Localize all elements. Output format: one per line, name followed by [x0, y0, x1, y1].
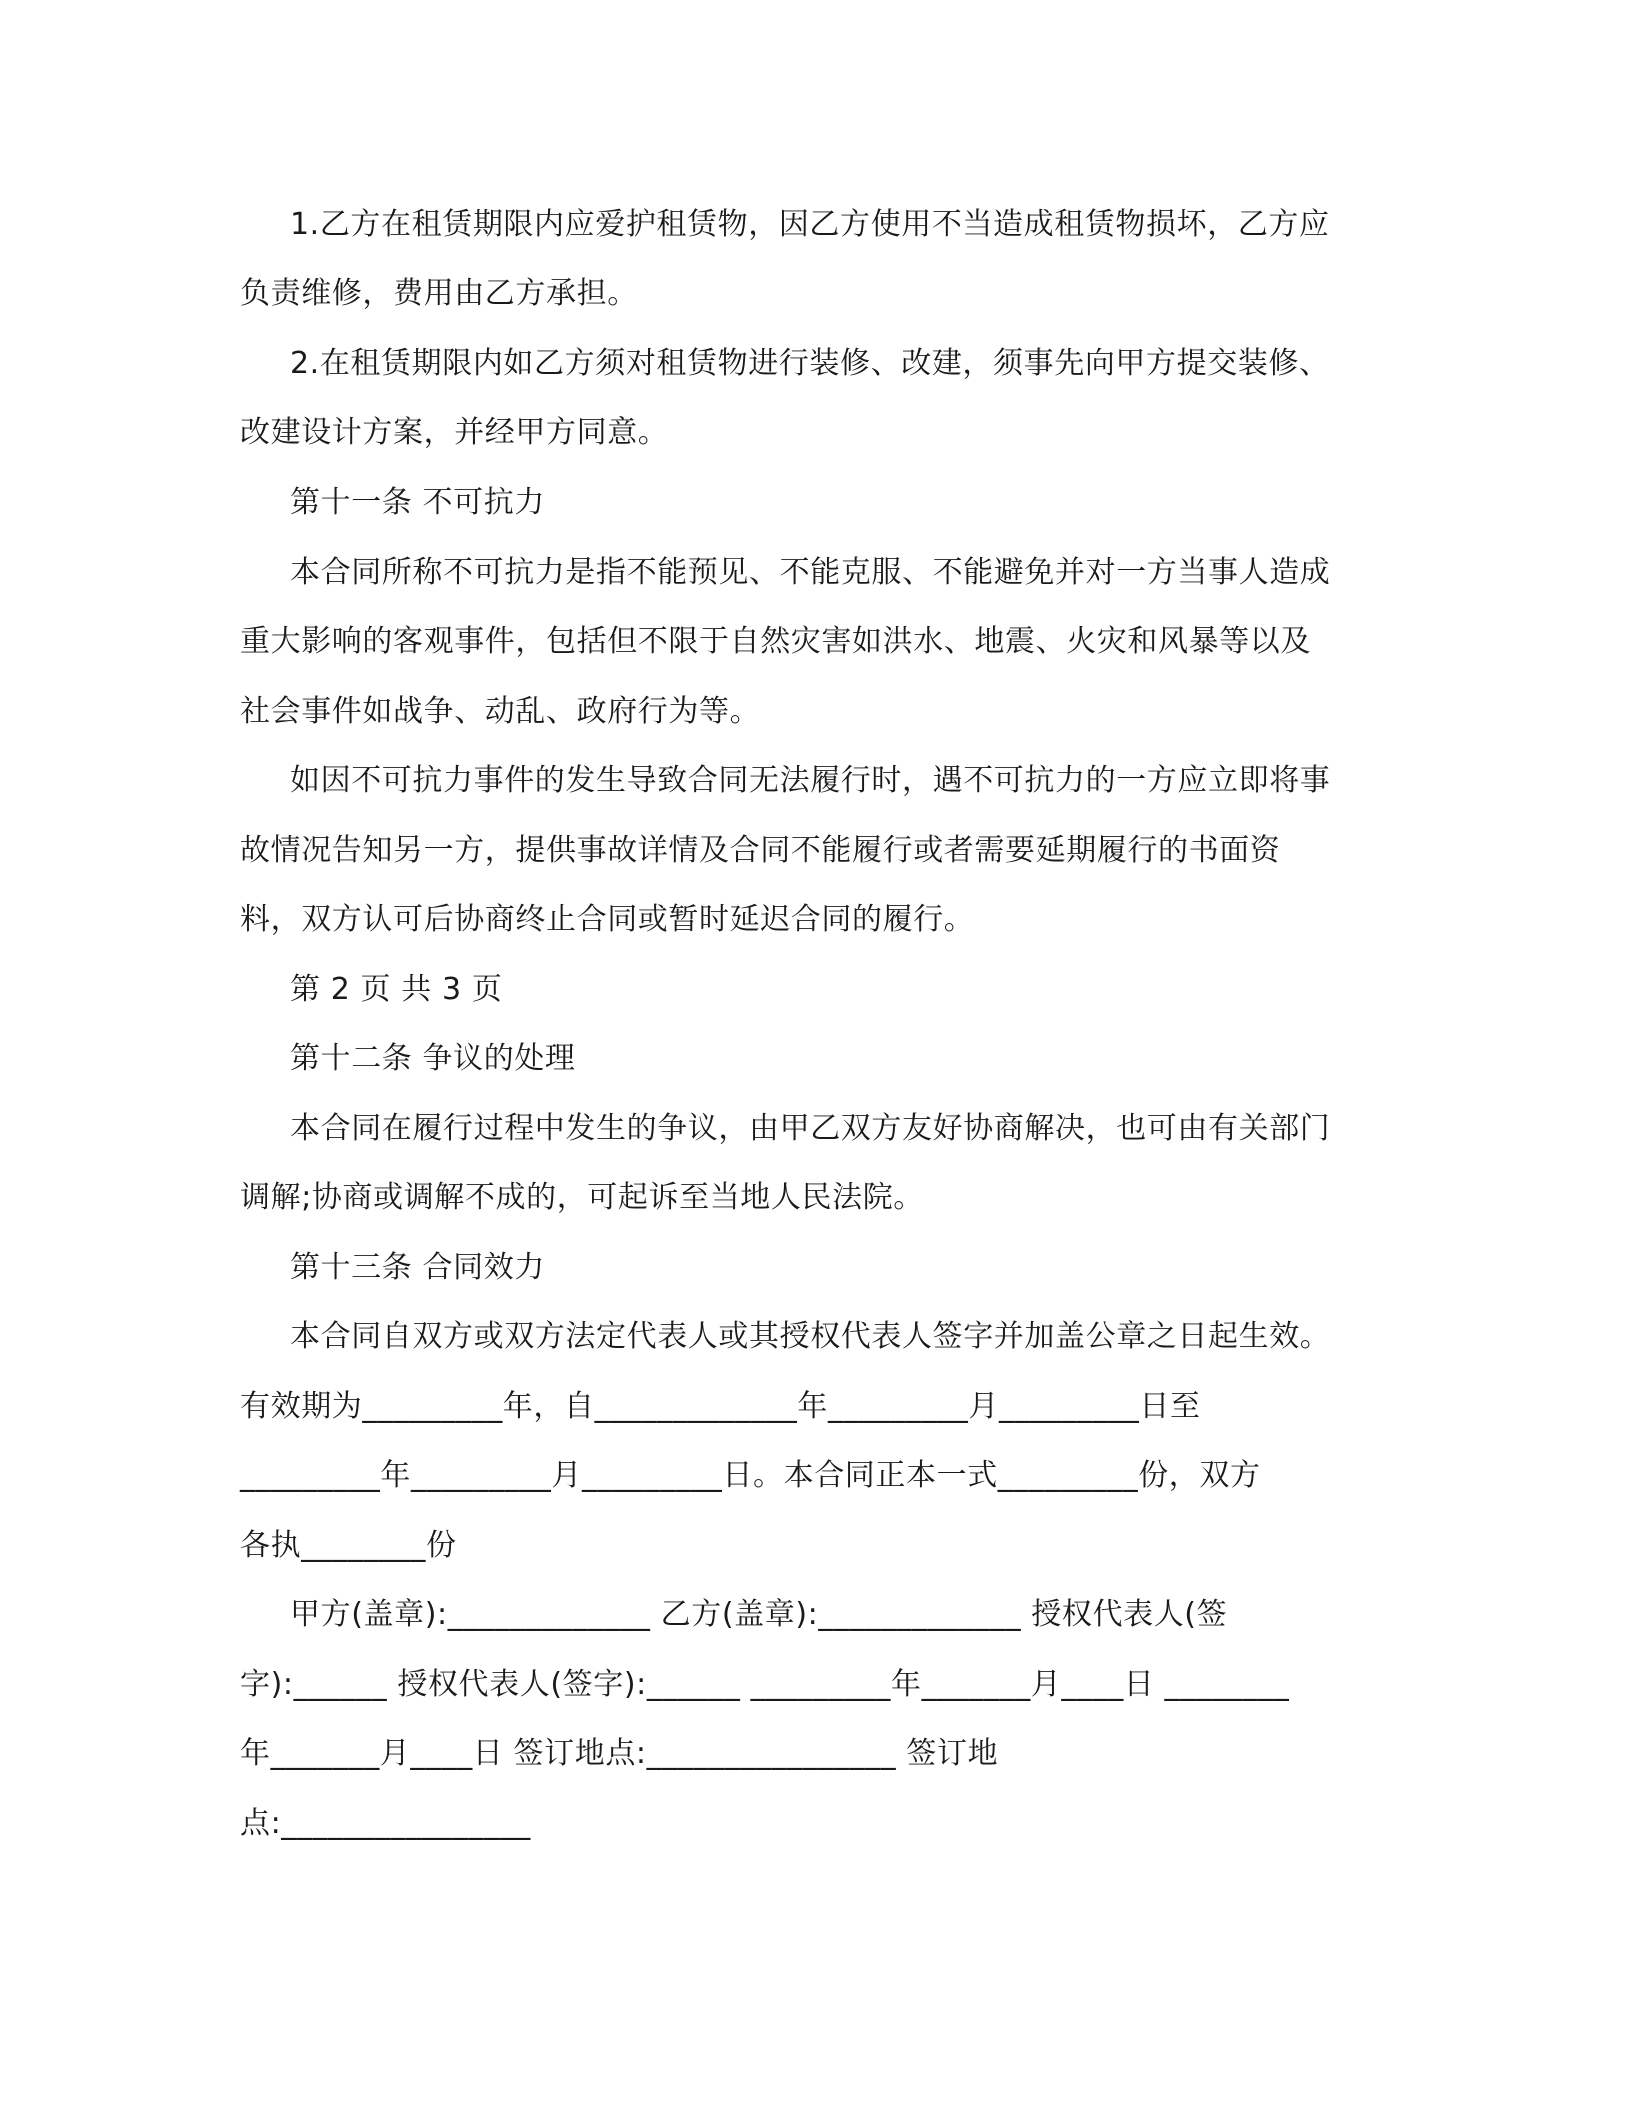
- paragraph-line: 故情况告知另一方，提供事故详情及合同不能履行或者需要延期履行的书面资: [240, 833, 1281, 868]
- signature-line: 点:________________: [240, 1806, 531, 1841]
- paragraph-line: 调解;协商或调解不成的，可起诉至当地人民法院。: [240, 1180, 924, 1215]
- paragraph-line: 料，双方认可后协商终止合同或暂时延迟合同的履行。: [240, 902, 975, 937]
- section-heading: 第十三条 合同效力: [290, 1250, 545, 1285]
- paragraph-line: 改建设计方案，并经甲方同意。: [240, 415, 669, 450]
- page-number: 第 2 页 共 3 页: [290, 972, 503, 1007]
- section-heading: 第十一条 不可抗力: [290, 485, 545, 520]
- paragraph-line: 本合同在履行过程中发生的争议，由甲乙双方友好协商解决，也可由有关部门: [290, 1111, 1331, 1146]
- paragraph-line: 有效期为_________年，自_____________年_________月_________日至: [240, 1389, 1201, 1424]
- signature-line: 甲方(盖章):_____________ 乙方(盖章):_____________ 授权代表人(签: [290, 1597, 1228, 1632]
- paragraph-line: 本合同自双方或双方法定代表人或其授权代表人签字并加盖公章之日起生效。: [290, 1319, 1331, 1354]
- paragraph-line: 负责维修，费用由乙方承担。: [240, 276, 638, 311]
- paragraph-line: 重大影响的客观事件，包括但不限于自然灾害如洪水、地震、火灾和风暴等以及: [240, 624, 1311, 659]
- paragraph-line: 2.在租赁期限内如乙方须对租赁物进行装修、改建，须事先向甲方提交装修、: [290, 346, 1330, 381]
- signature-line: 字):______ 授权代表人(签字):______ _________年_______月____日 ________: [240, 1667, 1290, 1702]
- signature-line: 年_______月____日 签订地点:________________ 签订地: [240, 1736, 999, 1771]
- section-heading: 第十二条 争议的处理: [290, 1041, 576, 1076]
- paragraph-line: 如因不可抗力事件的发生导致合同无法履行时，遇不可抗力的一方应立即将事: [290, 763, 1331, 798]
- paragraph-line: 本合同所称不可抗力是指不能预见、不能克服、不能避免并对一方当事人造成: [290, 555, 1331, 590]
- paragraph-line: 社会事件如战争、动乱、政府行为等。: [240, 694, 761, 729]
- paragraph-line: 1.乙方在租赁期限内应爱护租赁物，因乙方使用不当造成租赁物损坏，乙方应: [290, 207, 1330, 242]
- paragraph-line: 各执________份: [240, 1528, 457, 1563]
- paragraph-line: _________年_________月_________日。本合同正本一式_________份，双方: [240, 1458, 1261, 1493]
